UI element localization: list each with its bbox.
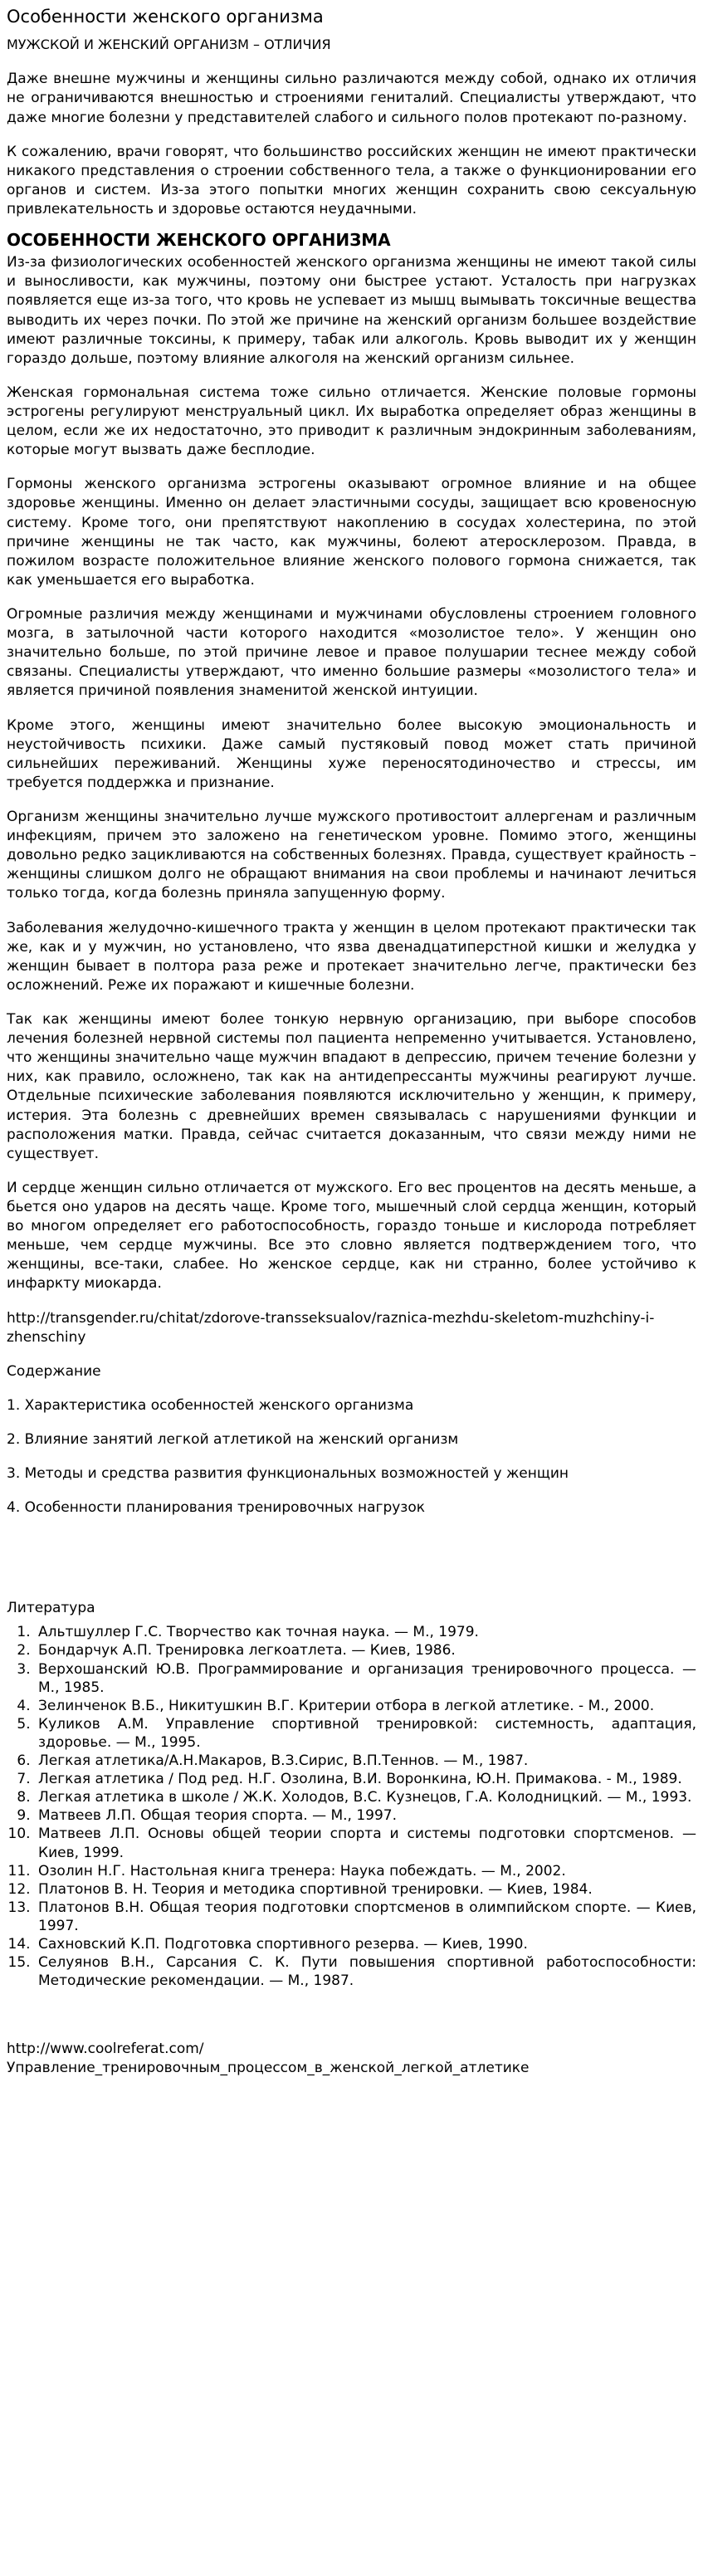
section-heading: ОСОБЕННОСТИ ЖЕНСКОГО ОРГАНИЗМА <box>7 230 391 251</box>
reference-item: 4. Зелинченок В.Б., Никитушкин В.Г. Критерии отбора в легкой атлетике. - М., 2000. <box>35 1697 696 1715</box>
page-title: Особенности женского организма <box>7 7 324 27</box>
body-paragraph: Огромные различия между женщинами и мужчинами обусловлены строением головного мозга, в затылочной части которого находится «мозолистое тело». У женщин оно значительно больше, по этой причине левое и правое полушарии теснее между собой связаны. Специалисты утверждают, что именно большие размеры «мозолистого тела» и является причиной появления знаменитой женской интуиции. <box>7 606 696 700</box>
spacer <box>7 1532 696 1599</box>
body-paragraph: Заболевания желудочно-кишечного тракта у женщин в целом протекают практически так же, как и у мужчин, но установлено, что язва двенадцатиперстной кишки и желудка у женщин бывает в полтора раза реже и протекает значительно легче, практически без осложнений. Реже их поражают и кишечные болезни. <box>7 919 696 994</box>
source-link[interactable]: http://transgender.ru/chitat/zdorove-transseksualov/raznica-mezhdu-skeletom-muzhchiny-i-zhenschiny <box>7 1309 655 1346</box>
toc-item: 1. Характеристика особенностей женского организма <box>7 1396 414 1414</box>
reference-item: 13. Платонов В.Н. Общая теория подготовки спортсменов в олимпийском спорте. — Киев, 1997. <box>35 1899 696 1935</box>
page-subtitle: МУЖСКОЙ И ЖЕНСКИЙ ОРГАНИЗМ – ОТЛИЧИЯ <box>7 36 331 52</box>
reference-item: 15. Селуянов В.Н., Сарсания С. К. Пути повышения спортивной работоспособности: Методические рекомендации. — М., 1987. <box>35 1953 696 1990</box>
reference-item: 5. Куликов А.М. Управление спортивной тренировкой: системность, адаптация, здоровье. — М., 1995. <box>35 1715 696 1752</box>
reference-item: 8. Легкая атлетика в школе / Ж.К. Холодов, В.С. Кузнецов, Г.А. Колодницкий. — М., 1993. <box>35 1788 696 1806</box>
reference-item: 3. Верхошанский Ю.В. Программирование и организация тренировочного процесса. — М., 1985. <box>35 1660 696 1697</box>
reference-item: 6. Легкая атлетика/А.Н.Макаров, В.З.Сирис, В.П.Теннов. — М., 1987. <box>35 1752 696 1770</box>
body-paragraph: Кроме этого, женщины имеют значительно более высокую эмоциональность и неустойчивость психики. Даже самый пустяковый повод может стать причиной сильнейших переживаний. Женщины хуже переносятодиночество и стрессы, им требуется поддержка и признание. <box>7 716 696 791</box>
toc-item: 4. Особенности планирования тренировочных нагрузок <box>7 1499 426 1517</box>
body-paragraph: Из-за физиологических особенностей женского организма женщины не имеют такой силы и выносливости, как мужчины, поэтому они быстрее устают. Усталость при нагрузках появляется еще из-за того, что кровь не успевает из мышц вымывать токсичные вещества выводить их через почки. По этой же причине на женский организм большее воздействие имеют различные токсины, к примеру, табак или алкоголь. Кровь выводит их у женщин гораздо дольше, поэтому влияние алкоголя на женский организм сильнее. <box>7 254 696 367</box>
reference-item: 7. Легкая атлетика / Под ред. Н.Г. Озолина, В.И. Воронкина, Ю.Н. Примакова. - М., 1989. <box>35 1770 696 1788</box>
literature-label: Литература <box>7 1600 95 1617</box>
references-list <box>7 1623 696 1990</box>
body-paragraph: И сердце женщин сильно отличается от мужского. Его вес процентов на десять меньше, а бьется оно ударов на десять чаще. Кроме того, мышечный слой сердца женщин, который во многом определяет его работоспособность, гораздо тоньше и кислорода потребляет меньше, чем сердце мужчины. Все это словно является подтверждением того, что женщины, все-таки, слабее. Но женское сердце, как ни странно, более устойчиво к инфаркту миокарда. <box>7 1179 696 1293</box>
reference-item: 14. Сахновский К.П. Подготовка спортивного резерва. — Киев, 1990. <box>35 1935 696 1953</box>
footer-source-link[interactable]: http://www.coolreferat.com/Управление_тренировочным_процессом_в_женской_легкой_атлетике <box>7 2041 530 2077</box>
reference-item: 2. Бондарчук А.П. Тренировка легкоатлета. — Киев, 1986. <box>35 1641 696 1659</box>
toc-label: Содержание <box>7 1362 101 1380</box>
reference-item: 10. Матвеев Л.П. Основы общей теории спорта и системы подготовки спортсменов. — Киев, 1999. <box>35 1825 696 1861</box>
toc-item: 3. Методы и средства развития функциональных возможностей у женщин <box>7 1465 569 1483</box>
reference-item: 12. Платонов В. Н. Теория и методика спортивной тренировки. — Киев, 1984. <box>35 1880 696 1899</box>
intro-paragraph: К сожалению, врачи говорят, что большинство российских женщин не имеют практически никакого представления о строении собственного тела, а также о функционировании его органов и систем. Из-за этого попытки многих женщин сохранить свою сексуальную привлекательность и здоровье остаются неудачными. <box>7 143 696 218</box>
toc-item: 2. Влияние занятий легкой атлетикой на женский организм <box>7 1430 459 1448</box>
body-paragraph: Так как женщины имеют более тонкую нервную организацию, при выборе способов лечения болезней нервной системы пол пациента непременно учитывается. Установлено, что женщины значительно чаще мужчин впадают в депрессию, причем течение болезни у них, как правило, осложнено, так как на антидепрессанты мужчины реагируют лучше. Отдельные психические заболевания появляются исключительно у женщин, к примеру, истерия. Эта болезнь с древнейших времен связывалась с нарушениями функции и расположения матки. Правда, сейчас считается доказанным, что связи между ними не существует. <box>7 1010 696 1162</box>
body-paragraph: Гормоны женского организма эстрогены оказывают огромное влияние и на общее здоровье женщины. Именно он делает эластичными сосуды, защищает всю кровеносную систему. Кроме того, они препятствуют накоплению в сосудах холестерина, по этой причине женщины не так часто, как мужчины, болеют атеросклерозом. Правда, в пожилом возрасте положительное влияние женского полового гормона снижается, так как уменьшается его выработка. <box>7 476 696 589</box>
reference-item: 1. Альтшуллер Г.С. Творчество как точная наука. — М., 1979. <box>35 1623 696 1641</box>
body-paragraph: Организм женщины значительно лучше мужского противостоит аллергенам и различным инфекциям, причем это заложено на генетическом уровне. Помимо этого, женщины довольно редко зацикливаются на собственных болезнях. Правда, существует крайность – женщины слишком долго не обращают внимания на свои проблемы и начинают лечиться только тогда, когда болезнь приняла запущенную форму. <box>7 808 696 902</box>
reference-item: 9. Матвеев Л.П. Общая теория спорта. — М., 1997. <box>35 1806 696 1825</box>
intro-paragraph: Даже внешне мужчины и женщины сильно различаются между собой, однако их отличия не ограничиваются внешностью и строениями гениталий. Специалисты утверждают, что даже многие болезни у представителей слабого и сильного полов протекают по-разному. <box>7 71 696 126</box>
body-paragraph: Женская гормональная система тоже сильно отличается. Женские половые гормоны эстрогены регулируют менструальный цикл. Их выработка определяет образ женщины в целом, если же их недостаточно, это приводит к различным эндокринным заболеваниям, которые могут вызвать даже бесплодие. <box>7 384 696 459</box>
reference-item: 11. Озолин Н.Г. Настольная книга тренера: Наука побеждать. — М., 2002. <box>35 1862 696 1880</box>
